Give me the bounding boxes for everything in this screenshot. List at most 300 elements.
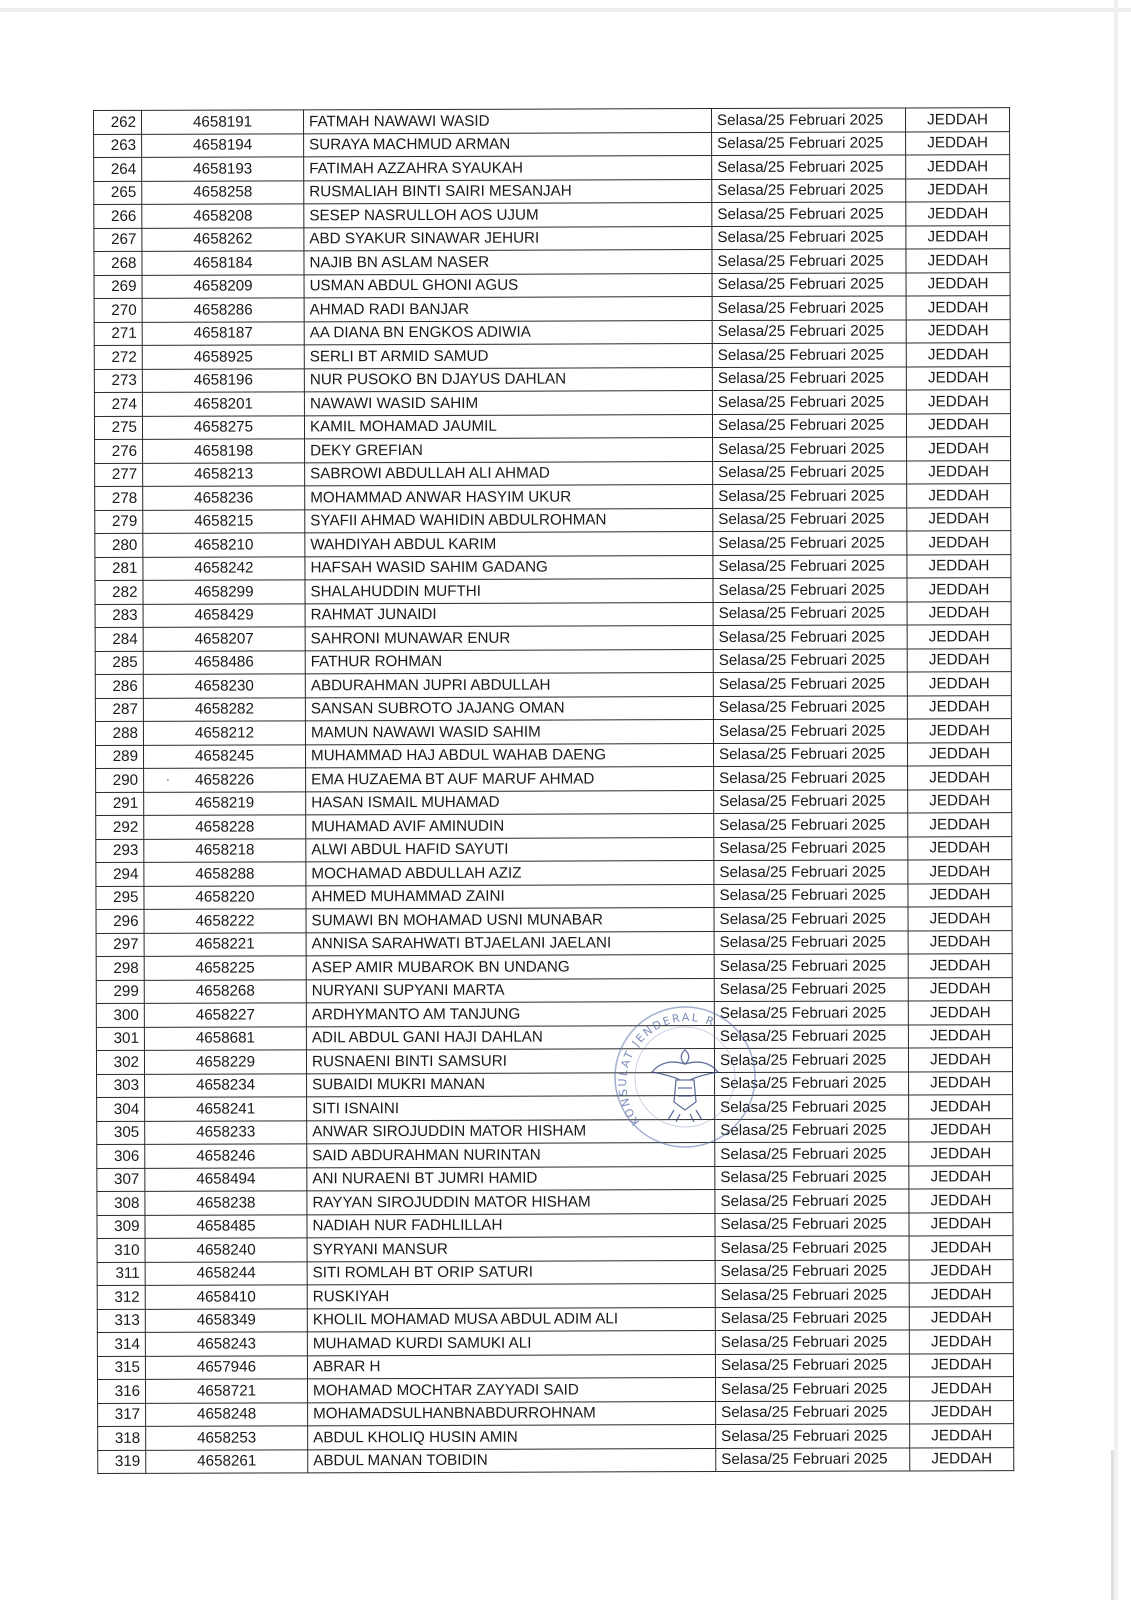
table-row bbox=[95, 437, 1011, 463]
row-id: 4658242 bbox=[143, 556, 305, 580]
row-date: Selasa/25 Februari 2025 bbox=[713, 648, 907, 672]
row-number: 295 bbox=[96, 886, 144, 910]
row-name: ABRAR H bbox=[307, 1354, 715, 1379]
row-date: Selasa/25 Februari 2025 bbox=[714, 1024, 908, 1048]
row-date: Selasa/25 Februari 2025 bbox=[714, 1048, 908, 1072]
row-date: Selasa/25 Februari 2025 bbox=[714, 813, 908, 837]
row-number: 287 bbox=[95, 698, 143, 722]
row-date: Selasa/25 Februari 2025 bbox=[712, 249, 906, 273]
row-number: 278 bbox=[95, 486, 143, 510]
row-name: NUR PUSOKO BN DJAYUS DAHLAN bbox=[304, 367, 712, 392]
row-number: 305 bbox=[97, 1121, 145, 1145]
row-id: 4658219 bbox=[144, 791, 306, 815]
row-id: 4658187 bbox=[142, 321, 304, 345]
row-name: HAFSAH WASID SAHIM GADANG bbox=[305, 555, 713, 580]
row-id: 4658286 bbox=[142, 298, 304, 322]
table-row bbox=[95, 695, 1011, 721]
row-name: MUHAMAD AVIF AMINUDIN bbox=[306, 814, 714, 839]
row-city: JEDDAH bbox=[909, 1283, 1013, 1307]
row-id: 4658226 bbox=[144, 768, 306, 792]
row-date: Selasa/25 Februari 2025 bbox=[712, 178, 906, 202]
table-row bbox=[96, 1048, 1012, 1074]
row-date: Selasa/25 Februari 2025 bbox=[715, 1118, 909, 1142]
row-id: 4658349 bbox=[145, 1308, 307, 1332]
row-city: JEDDAH bbox=[909, 1071, 1013, 1095]
row-city: JEDDAH bbox=[907, 648, 1011, 672]
table-row bbox=[95, 484, 1011, 510]
table-row bbox=[95, 719, 1011, 745]
row-date: Selasa/25 Februari 2025 bbox=[713, 672, 907, 696]
row-city: JEDDAH bbox=[908, 813, 1012, 837]
row-name: WAHDIYAH ABDUL KARIM bbox=[305, 532, 713, 557]
table-row bbox=[94, 178, 1010, 204]
row-id: 4658241 bbox=[145, 1097, 307, 1121]
row-name: SYRYANI MANSUR bbox=[307, 1237, 715, 1262]
row-city: JEDDAH bbox=[906, 390, 1010, 414]
row-city: JEDDAH bbox=[909, 1259, 1013, 1283]
row-date: Selasa/25 Februari 2025 bbox=[712, 319, 906, 343]
row-date: Selasa/25 Februari 2025 bbox=[714, 930, 908, 954]
row-date: Selasa/25 Februari 2025 bbox=[713, 554, 907, 578]
row-id: 4658208 bbox=[142, 204, 304, 228]
table-row bbox=[98, 1424, 1014, 1450]
row-city: JEDDAH bbox=[906, 249, 1010, 273]
row-name: KHOLIL MOHAMAD MUSA ABDUL ADIM ALI bbox=[307, 1307, 715, 1332]
row-number: 267 bbox=[94, 228, 142, 252]
table-row bbox=[97, 1306, 1013, 1332]
row-name: USMAN ABDUL GHONI AGUS bbox=[304, 273, 712, 298]
row-city: JEDDAH bbox=[907, 507, 1011, 531]
row-city: JEDDAH bbox=[906, 272, 1010, 296]
row-date: Selasa/25 Februari 2025 bbox=[712, 366, 906, 390]
row-city: JEDDAH bbox=[905, 108, 1009, 132]
row-name: NAWAWI WASID SAHIM bbox=[304, 391, 712, 416]
row-city: JEDDAH bbox=[908, 977, 1012, 1001]
stamp-text: KONSULAT JENDERAL R bbox=[616, 1010, 718, 1128]
row-city: JEDDAH bbox=[909, 1330, 1013, 1354]
row-id: 4658236 bbox=[143, 486, 305, 510]
row-city: JEDDAH bbox=[908, 930, 1012, 954]
row-city: JEDDAH bbox=[907, 554, 1011, 578]
row-name: SESEP NASRULLOH AOS UJUM bbox=[304, 203, 712, 228]
row-name: AHMAD RADI BANJAR bbox=[304, 297, 712, 322]
row-number: 313 bbox=[97, 1309, 145, 1333]
row-date: Selasa/25 Februari 2025 bbox=[712, 202, 906, 226]
row-city: JEDDAH bbox=[909, 1306, 1013, 1330]
row-date: Selasa/25 Februari 2025 bbox=[712, 413, 906, 437]
table-row bbox=[95, 578, 1011, 604]
row-date: Selasa/25 Februari 2025 bbox=[711, 108, 905, 132]
row-date: Selasa/25 Februari 2025 bbox=[712, 343, 906, 367]
row-city: JEDDAH bbox=[907, 672, 1011, 696]
row-name: RAYYAN SIROJUDDIN MATOR HISHAM bbox=[307, 1190, 715, 1215]
row-date: Selasa/25 Februari 2025 bbox=[714, 1001, 908, 1025]
table-row bbox=[97, 1212, 1013, 1238]
table-row bbox=[95, 531, 1011, 557]
row-date: Selasa/25 Februari 2025 bbox=[714, 907, 908, 931]
table-row bbox=[98, 1400, 1014, 1426]
row-date: Selasa/25 Februari 2025 bbox=[713, 625, 907, 649]
row-date: Selasa/25 Februari 2025 bbox=[715, 1095, 909, 1119]
scan-top-edge bbox=[0, 8, 1131, 12]
row-number: 307 bbox=[97, 1168, 145, 1192]
row-number: 265 bbox=[94, 181, 142, 205]
row-city: JEDDAH bbox=[907, 484, 1011, 508]
row-id: 4658184 bbox=[142, 251, 304, 275]
table-row bbox=[97, 1118, 1013, 1144]
table-row bbox=[95, 672, 1011, 698]
row-date: Selasa/25 Februari 2025 bbox=[714, 954, 908, 978]
row-id: 4658282 bbox=[143, 697, 305, 721]
row-city: JEDDAH bbox=[906, 296, 1010, 320]
row-number: 286 bbox=[95, 674, 143, 698]
row-number: 285 bbox=[95, 651, 143, 675]
row-number: 314 bbox=[97, 1332, 145, 1356]
row-date: Selasa/25 Februari 2025 bbox=[715, 1377, 909, 1401]
row-id: 4658246 bbox=[145, 1144, 307, 1168]
row-name: ABD SYAKUR SINAWAR JEHURI bbox=[304, 226, 712, 251]
row-name: SYAFII AHMAD WAHIDIN ABDULROHMAN bbox=[305, 508, 713, 533]
table-row bbox=[94, 202, 1010, 228]
table-row bbox=[94, 108, 1010, 134]
row-id: 4658261 bbox=[146, 1449, 308, 1473]
row-city: JEDDAH bbox=[907, 695, 1011, 719]
row-id: 4658207 bbox=[143, 627, 305, 651]
row-id: 4658485 bbox=[145, 1214, 307, 1238]
row-number: 263 bbox=[94, 134, 142, 158]
row-id: 4658233 bbox=[145, 1120, 307, 1144]
row-date: Selasa/25 Februari 2025 bbox=[716, 1400, 910, 1424]
table-row bbox=[94, 131, 1010, 157]
table-row bbox=[96, 907, 1012, 933]
row-id: 4658234 bbox=[145, 1073, 307, 1097]
table-row bbox=[97, 1259, 1013, 1285]
row-name: RUSMALIAH BINTI SAIRI MESANJAH bbox=[304, 179, 712, 204]
stray-mark: ' bbox=[167, 778, 169, 789]
table-row bbox=[97, 1353, 1013, 1379]
table-row bbox=[97, 1189, 1013, 1215]
row-id: 4658229 bbox=[144, 1050, 306, 1074]
row-number: 303 bbox=[97, 1074, 145, 1098]
row-date: Selasa/25 Februari 2025 bbox=[715, 1330, 909, 1354]
row-id: 4658245 bbox=[143, 744, 305, 768]
row-city: JEDDAH bbox=[908, 883, 1012, 907]
table-row bbox=[97, 1142, 1013, 1168]
row-name: SERLI BT ARMID SAMUD bbox=[304, 344, 712, 369]
row-number: 289 bbox=[95, 745, 143, 769]
row-city: JEDDAH bbox=[906, 131, 1010, 155]
row-number: 271 bbox=[94, 322, 142, 346]
row-city: JEDDAH bbox=[909, 1353, 1013, 1377]
row-number: 312 bbox=[97, 1285, 145, 1309]
row-city: JEDDAH bbox=[909, 1095, 1013, 1119]
row-name: MAMUN NAWAWI WASID SAHIM bbox=[305, 720, 713, 745]
row-id: 4658191 bbox=[142, 110, 304, 134]
row-number: 273 bbox=[94, 369, 142, 393]
row-number: 317 bbox=[98, 1403, 146, 1427]
row-id: 4658221 bbox=[144, 932, 306, 956]
row-id: 4658243 bbox=[145, 1332, 307, 1356]
table-row bbox=[96, 766, 1012, 792]
row-name: RAHMAT JUNAIDI bbox=[305, 602, 713, 627]
row-id: 4658268 bbox=[144, 979, 306, 1003]
row-date: Selasa/25 Februari 2025 bbox=[715, 1306, 909, 1330]
table-row bbox=[94, 413, 1010, 439]
row-name: HASAN ISMAIL MUHAMAD bbox=[306, 790, 714, 815]
table-row bbox=[96, 954, 1012, 980]
row-name: DEKY GREFIAN bbox=[305, 438, 713, 463]
row-date: Selasa/25 Februari 2025 bbox=[713, 437, 907, 461]
row-number: 315 bbox=[97, 1356, 145, 1380]
row-id: 4658248 bbox=[146, 1402, 308, 1426]
row-name: SAHRONI MUNAWAR ENUR bbox=[305, 626, 713, 651]
table-row bbox=[94, 366, 1010, 392]
row-date: Selasa/25 Februari 2025 bbox=[716, 1447, 910, 1471]
row-city: JEDDAH bbox=[907, 460, 1011, 484]
row-city: JEDDAH bbox=[908, 766, 1012, 790]
row-city: JEDDAH bbox=[909, 1142, 1013, 1166]
table-row bbox=[94, 319, 1010, 345]
table-row bbox=[94, 225, 1010, 251]
row-date: Selasa/25 Februari 2025 bbox=[715, 1236, 909, 1260]
table-row bbox=[96, 860, 1012, 886]
row-id: 4658201 bbox=[142, 392, 304, 416]
row-id: 4658288 bbox=[144, 862, 306, 886]
row-city: JEDDAH bbox=[908, 789, 1012, 813]
row-date: Selasa/25 Februari 2025 bbox=[715, 1142, 909, 1166]
row-date: Selasa/25 Februari 2025 bbox=[716, 1424, 910, 1448]
row-number: 297 bbox=[96, 933, 144, 957]
row-city: JEDDAH bbox=[909, 1189, 1013, 1213]
row-number: 318 bbox=[98, 1426, 146, 1450]
row-id: 4658925 bbox=[142, 345, 304, 369]
row-id: 4658220 bbox=[144, 885, 306, 909]
row-id: 4658198 bbox=[143, 439, 305, 463]
table-row bbox=[96, 789, 1012, 815]
row-date: Selasa/25 Februari 2025 bbox=[712, 131, 906, 155]
row-date: Selasa/25 Februari 2025 bbox=[715, 1353, 909, 1377]
row-city: JEDDAH bbox=[906, 319, 1010, 343]
row-id: 4658213 bbox=[143, 462, 305, 486]
row-name: SANSAN SUBROTO JAJANG OMAN bbox=[305, 696, 713, 721]
row-id: 4658230 bbox=[143, 674, 305, 698]
table-row bbox=[97, 1377, 1013, 1403]
table-row bbox=[95, 554, 1011, 580]
row-name: SUMAWI BN MOHAMAD USNI MUNABAR bbox=[306, 908, 714, 933]
table-row bbox=[95, 601, 1011, 627]
row-name: ALWI ABDUL HAFID SAYUTI bbox=[306, 837, 714, 862]
row-name: KAMIL MOHAMAD JAUMIL bbox=[304, 414, 712, 439]
row-name: ABDURAHMAN JUPRI ABDULLAH bbox=[305, 673, 713, 698]
table-row bbox=[97, 1095, 1013, 1121]
row-number: 292 bbox=[96, 815, 144, 839]
row-id: 4658258 bbox=[142, 180, 304, 204]
row-name: MOHAMADSULHANBNABDURROHNAM bbox=[308, 1401, 716, 1426]
pilgrim-roster-table bbox=[93, 107, 1014, 1474]
row-city: JEDDAH bbox=[907, 437, 1011, 461]
row-name: MOHAMAD MOCHTAR ZAYYADI SAID bbox=[307, 1378, 715, 1403]
row-number: 279 bbox=[95, 510, 143, 534]
row-number: 283 bbox=[95, 604, 143, 628]
row-number: 294 bbox=[96, 862, 144, 886]
row-name: MOHAMMAD ANWAR HASYIM UKUR bbox=[305, 485, 713, 510]
row-id: 4658486 bbox=[143, 650, 305, 674]
row-number: 275 bbox=[94, 416, 142, 440]
row-date: Selasa/25 Februari 2025 bbox=[714, 883, 908, 907]
row-name: SURAYA MACHMUD ARMAN bbox=[304, 132, 712, 157]
row-number: 309 bbox=[97, 1215, 145, 1239]
row-city: JEDDAH bbox=[906, 202, 1010, 226]
row-number: 296 bbox=[96, 909, 144, 933]
roster-body bbox=[94, 108, 1014, 1474]
row-city: JEDDAH bbox=[909, 1236, 1013, 1260]
row-id: 4658222 bbox=[144, 909, 306, 933]
row-city: JEDDAH bbox=[910, 1424, 1014, 1448]
row-date: Selasa/25 Februari 2025 bbox=[714, 860, 908, 884]
row-city: JEDDAH bbox=[908, 907, 1012, 931]
row-id: 4658275 bbox=[142, 415, 304, 439]
row-name: ABDUL MANAN TOBIDIN bbox=[308, 1448, 716, 1473]
row-date: Selasa/25 Februari 2025 bbox=[715, 1259, 909, 1283]
row-number: 284 bbox=[95, 627, 143, 651]
row-id: 4658225 bbox=[144, 956, 306, 980]
row-name: SAID ABDURAHMAN NURINTAN bbox=[307, 1143, 715, 1168]
row-name: SUBAIDI MUKRI MANAN bbox=[307, 1072, 715, 1097]
row-city: JEDDAH bbox=[909, 1165, 1013, 1189]
table-row bbox=[96, 930, 1012, 956]
row-date: Selasa/25 Februari 2025 bbox=[713, 507, 907, 531]
row-id: 4658721 bbox=[145, 1379, 307, 1403]
row-number: 281 bbox=[95, 557, 143, 581]
table-row bbox=[94, 390, 1010, 416]
row-name: MUHAMAD KURDI SAMUKI ALI bbox=[307, 1331, 715, 1356]
row-number: 308 bbox=[97, 1191, 145, 1215]
table-row bbox=[97, 1283, 1013, 1309]
row-number: 270 bbox=[94, 298, 142, 322]
row-city: JEDDAH bbox=[907, 625, 1011, 649]
row-number: 293 bbox=[96, 839, 144, 863]
row-number: 282 bbox=[95, 580, 143, 604]
row-date: Selasa/25 Februari 2025 bbox=[713, 742, 907, 766]
row-number: 311 bbox=[97, 1262, 145, 1286]
row-date: Selasa/25 Februari 2025 bbox=[714, 836, 908, 860]
row-city: JEDDAH bbox=[908, 1001, 1012, 1025]
row-number: 319 bbox=[98, 1450, 146, 1474]
row-name: NADIAH NUR FADHLILLAH bbox=[307, 1213, 715, 1238]
table-row bbox=[96, 977, 1012, 1003]
row-city: JEDDAH bbox=[906, 413, 1010, 437]
row-id: 4658681 bbox=[144, 1026, 306, 1050]
table-row bbox=[94, 343, 1010, 369]
row-number: 269 bbox=[94, 275, 142, 299]
row-city: JEDDAH bbox=[906, 225, 1010, 249]
scan-right-shadow bbox=[1111, 1450, 1114, 1600]
row-city: JEDDAH bbox=[906, 155, 1010, 179]
row-id: 4658299 bbox=[143, 580, 305, 604]
row-number: 277 bbox=[95, 463, 143, 487]
row-number: 288 bbox=[95, 721, 143, 745]
row-name: ARDHYMANTO AM TANJUNG bbox=[306, 1002, 714, 1027]
table-row bbox=[94, 155, 1010, 181]
row-city: JEDDAH bbox=[910, 1400, 1014, 1424]
table-row bbox=[96, 813, 1012, 839]
row-number: 272 bbox=[94, 345, 142, 369]
row-id: 4658240 bbox=[145, 1238, 307, 1262]
row-id: 4658238 bbox=[145, 1191, 307, 1215]
row-name: SABROWI ABDULLAH ALI AHMAD bbox=[305, 461, 713, 486]
row-date: Selasa/25 Februari 2025 bbox=[715, 1189, 909, 1213]
table-row bbox=[97, 1071, 1013, 1097]
row-name: FATIMAH AZZAHRA SYAUKAH bbox=[304, 156, 712, 181]
table-row bbox=[97, 1165, 1013, 1191]
row-city: JEDDAH bbox=[909, 1377, 1013, 1401]
row-city: JEDDAH bbox=[906, 343, 1010, 367]
row-date: Selasa/25 Februari 2025 bbox=[712, 272, 906, 296]
row-number: 280 bbox=[95, 533, 143, 557]
row-id: 4658429 bbox=[143, 603, 305, 627]
table-row bbox=[95, 742, 1011, 768]
row-number: 291 bbox=[96, 792, 144, 816]
row-city: JEDDAH bbox=[910, 1447, 1014, 1471]
row-name: ADIL ABDUL GANI HAJI DAHLAN bbox=[306, 1025, 714, 1050]
table-row bbox=[96, 836, 1012, 862]
row-city: JEDDAH bbox=[908, 860, 1012, 884]
row-name: FATHUR ROHMAN bbox=[305, 649, 713, 674]
row-date: Selasa/25 Februari 2025 bbox=[715, 1165, 909, 1189]
row-number: 316 bbox=[97, 1379, 145, 1403]
row-number: 301 bbox=[96, 1027, 144, 1051]
row-city: JEDDAH bbox=[907, 742, 1011, 766]
row-city: JEDDAH bbox=[909, 1212, 1013, 1236]
table-row bbox=[94, 249, 1010, 275]
row-id: 4658212 bbox=[143, 721, 305, 745]
row-name: ANI NURAENI BT JUMRI HAMID bbox=[307, 1166, 715, 1191]
row-city: JEDDAH bbox=[908, 836, 1012, 860]
row-city: JEDDAH bbox=[907, 719, 1011, 743]
row-id: 4658494 bbox=[145, 1167, 307, 1191]
row-name: ASEP AMIR MUBAROK BN UNDANG bbox=[306, 955, 714, 980]
row-id: 4658227 bbox=[144, 1003, 306, 1027]
row-city: JEDDAH bbox=[908, 1024, 1012, 1048]
row-date: Selasa/25 Februari 2025 bbox=[712, 390, 906, 414]
table-row bbox=[96, 883, 1012, 909]
row-number: 264 bbox=[94, 157, 142, 181]
table-row bbox=[96, 1024, 1012, 1050]
row-date: Selasa/25 Februari 2025 bbox=[715, 1071, 909, 1095]
row-name: AHMED MUHAMMAD ZAINI bbox=[306, 884, 714, 909]
row-name: ANNISA SARAHWATI BTJAELANI JAELANI bbox=[306, 931, 714, 956]
row-city: JEDDAH bbox=[907, 578, 1011, 602]
row-id: 4658193 bbox=[142, 157, 304, 181]
table-row bbox=[95, 507, 1011, 533]
table-row bbox=[97, 1236, 1013, 1262]
row-city: JEDDAH bbox=[908, 954, 1012, 978]
row-date: Selasa/25 Februari 2025 bbox=[713, 578, 907, 602]
row-date: Selasa/25 Februari 2025 bbox=[714, 789, 908, 813]
row-date: Selasa/25 Februari 2025 bbox=[713, 695, 907, 719]
row-date: Selasa/25 Februari 2025 bbox=[712, 225, 906, 249]
row-date: Selasa/25 Februari 2025 bbox=[715, 1283, 909, 1307]
row-id: 4658210 bbox=[143, 533, 305, 557]
row-id: 4658209 bbox=[142, 274, 304, 298]
row-number: 274 bbox=[94, 392, 142, 416]
row-id: 4658410 bbox=[145, 1285, 307, 1309]
row-city: JEDDAH bbox=[909, 1118, 1013, 1142]
row-name: SITI ISNAINI bbox=[307, 1096, 715, 1121]
row-id: 4658215 bbox=[143, 509, 305, 533]
row-name: NURYANI SUPYANI MARTA bbox=[306, 978, 714, 1003]
row-date: Selasa/25 Februari 2025 bbox=[712, 155, 906, 179]
